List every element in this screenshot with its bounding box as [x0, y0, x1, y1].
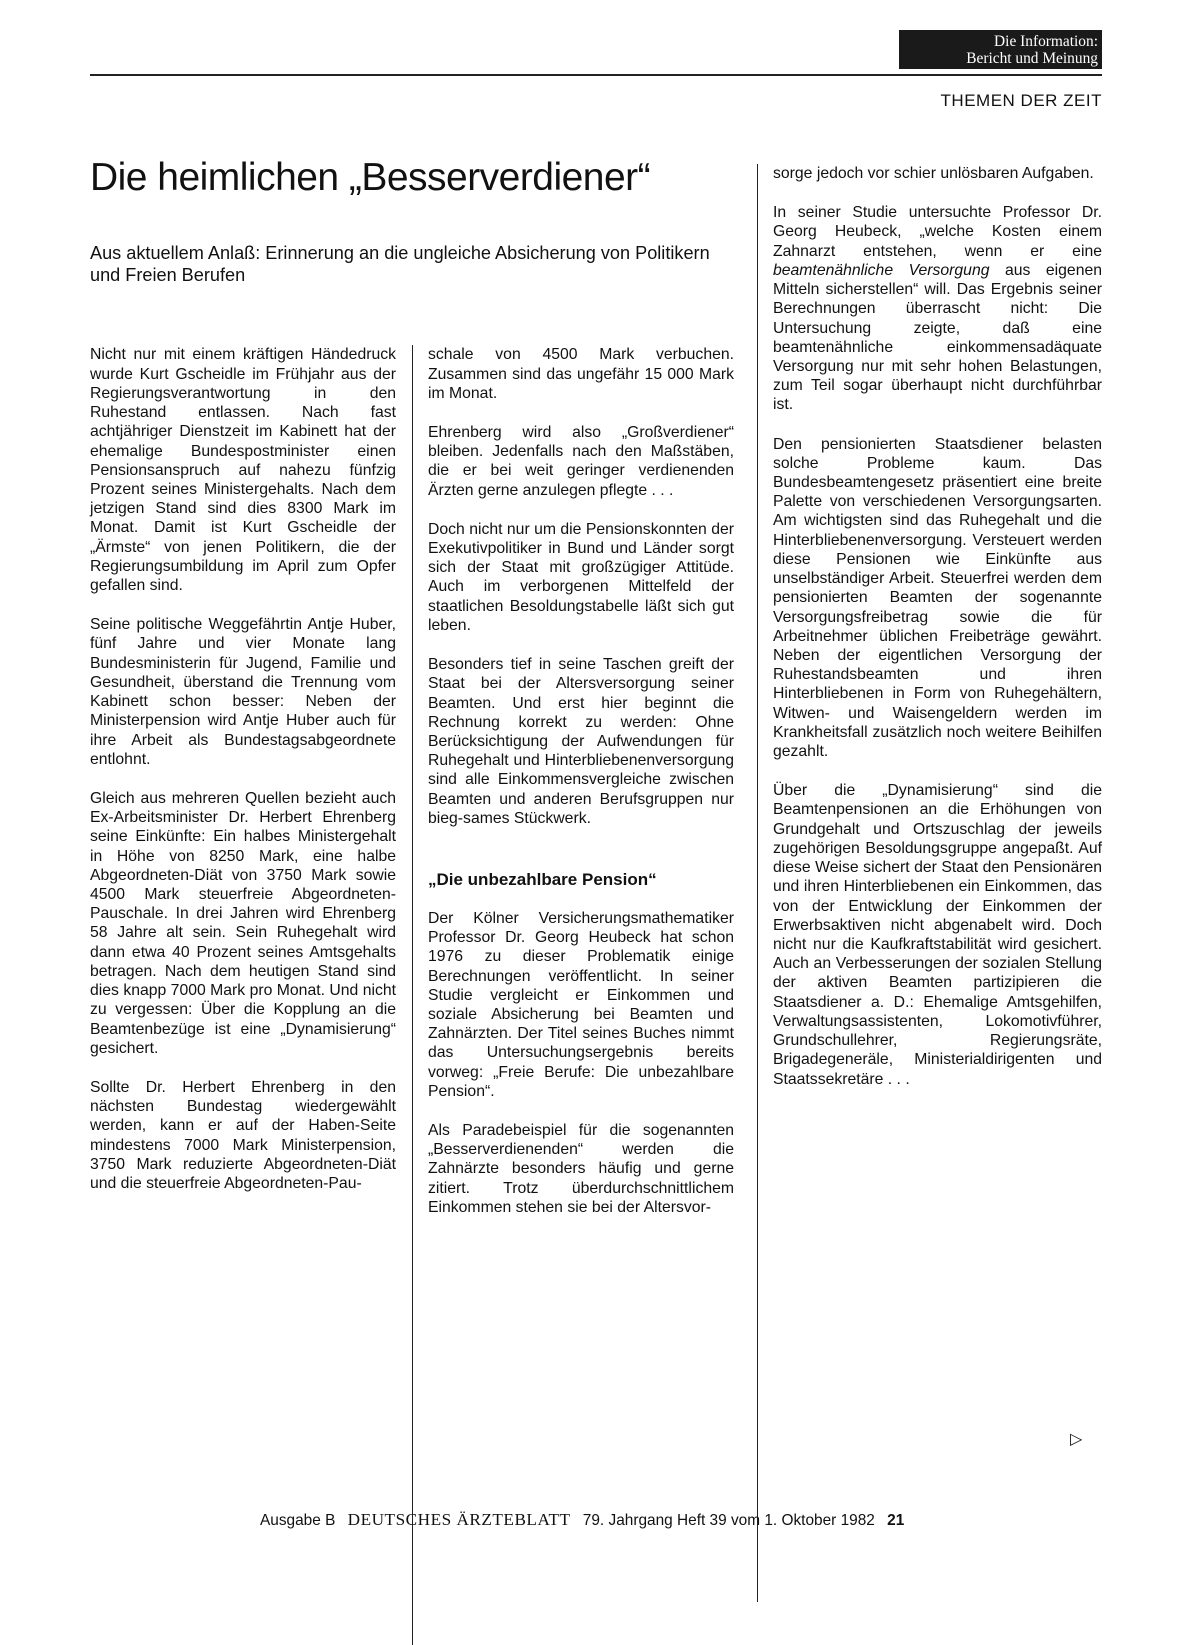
paragraph: schale von 4500 Mark verbuchen. Zusammen sind das ungefähr 15 000 Mark im Monat.	[428, 346, 734, 402]
column-3	[773, 164, 1102, 1109]
page-footer	[260, 1510, 904, 1530]
column-divider	[412, 345, 413, 1644]
paragraph	[773, 203, 1102, 414]
paragraph-text: aus eigenen Mitteln sicherstellen“ will. Das Ergebnis seiner Berechnungen überrascht nicht: Die Untersuchung zeigte, daß eine beamtenähnliche einkommensadäquate Versorgung nur mit sehr hohen Belastungen, zum Teil sogar überhaupt nicht durchführbar ist.	[773, 261, 1102, 414]
rubric-line-1: Die Information:	[994, 32, 1098, 50]
continue-arrow-icon: ▷	[1070, 1430, 1083, 1448]
emphasis: beamtenähnliche Versorgung	[773, 261, 990, 279]
column-1	[90, 345, 396, 1213]
paragraph: Besonders tief in seine Taschen greift der Staat bei der Altersversorgung seiner Beamten. Und erst hier beginnt die Rechnung korrekt zu werden: Ohne Berücksichtigung der Aufwendungen für Ruhegehalt und Hinterbliebenenversorgung sind alle Einkommensvergleiche zwischen Beamten und anderen Berufsgruppen nur bieg-sames Stückwerk.	[428, 656, 734, 827]
column-2	[428, 345, 734, 1237]
footer-issue: 79. Jahrgang Heft 39 vom 1. Oktober 1982	[582, 1512, 875, 1530]
paragraph: Seine politische Weggefährtin Antje Huber, fünf Jahre und vier Monate lang Bundesministerin für Jugend, Familie und Gesundheit, überstand die Trennung vom Kabinett schon besser: Neben der Ministerpension wird Antje Huber auch für ihre Arbeit als Bundestagsabgeordnete entlohnt.	[90, 616, 396, 768]
header-rule	[90, 74, 1102, 76]
rubric-line-2: Bericht und Meinung	[966, 50, 1098, 68]
column-divider	[757, 164, 758, 1602]
article-subtitle: Aus aktuellem Anlaß: Erinnerung an die ungleiche Absicherung von Politikern und Freien Berufen	[90, 242, 710, 285]
paragraph: Ehrenberg wird also „Großverdiener“ bleiben. Jedenfalls nach den Maßstäben, die er bei weit geringer verdienenden Ärzten gerne anzulegen pflegte . . .	[428, 424, 734, 499]
paragraph: Gleich aus mehreren Quellen bezieht auch Ex-Arbeitsminister Dr. Herbert Ehrenberg seine Einkünfte: Ein halbes Ministergehalt in Höhe von 8250 Mark, eine halbe Abgeordneten-Diät von 3750 Mark sowie 4500 Mark steuerfreie Abgeordneten-Pauschale. In drei Jahren wird Ehrenberg 58 Jahre alt sein. Sein Ruhegehalt wird dann etwa 40 Prozent seines Amtsgehalts betragen. Nach dem heutigen Stand sind dies knapp 7000 Mark pro Monat. Und nicht zu vergessen: Über die Kopplung an die Beamtenbezüge ist eine „Dynamisierung“ gesichert.	[90, 789, 396, 1057]
paragraph: Den pensionierten Staatsdiener belasten solche Probleme kaum. Das Bundesbeamtengesetz präsentiert eine breite Palette von verschiedenen Versorgungsarten. Am wichtigsten sind das Ruhegehalt und die Hinterbliebenenversorgung. Versteuert werden diese Pensionen wie Einkünfte aus unselbständiger Arbeit. Steuerfrei werden dem pensionierten Beamten der sogenannte Versorgungsfreibetrag sowie die für Arbeitnehmer üblichen Freibeträge gewährt. Neben der eigentlichen Versorgung der Ruhestandsbeamten und ihren Hinterbliebenen in Form von Ruhegehältern, Witwen- und Waisengeldern werden im Krankheitsfall zusätzlich noch weitere Beihilfen gezahlt.	[773, 435, 1102, 761]
article-title: Die heimlichen „Besserverdiener“	[90, 155, 651, 199]
section-label: THEMEN DER ZEIT	[940, 90, 1102, 110]
paragraph: Über die „Dynamisierung“ sind die Beamtenpensionen an die Erhöhungen von Grundgehalt und Ortszuschlag der jeweils zugehörigen Besoldungsgruppe angepaßt. Auf diese Weise sichert der Staat den Pensionären und ihren Hinterbliebenen ein Einkommen, das von der Entwicklung der Einkommen der Erwerbsaktiven nicht abgenabelt wird. Doch nicht nur die Kaufkraftstabilität wird gesichert. Auch an Verbesserungen der sozialen Stellung der aktiven Beamten partizipieren die Staatsdiener a. D.: Ehemalige Amtsgehilfen, Verwaltungsassistenten, Lokomotivführer, Grundschullehrer, Regierungsräte, Brigadegeneräle, Ministerialdirigenten und Staatssekretäre . . .	[773, 782, 1102, 1088]
paragraph: Der Kölner Versicherungsmathematiker Professor Dr. Georg Heubeck hat schon 1976 zu dieser Problematik einige Berechnungen veröffentlicht. In seiner Studie vergleicht er Einkommen und soziale Absicherung bei Beamten und Zahnärzten. Der Titel seines Buches nimmt das Untersuchungsergebnis bereits vorweg: „Freie Berufe: Die unbezahlbare Pension“.	[428, 909, 734, 1100]
footer-edition: Ausgabe B	[260, 1512, 336, 1530]
paragraph: Sollte Dr. Herbert Ehrenberg in den nächsten Bundestag wiedergewählt werden, kann er auf der Haben-Seite mindestens 7000 Mark Ministerpension, 3750 Mark reduzierte Abgeordneten-Diät und die steuerfreie Abgeordneten-Pau-	[90, 1078, 396, 1192]
paragraph-text: In seiner Studie untersuchte Professor Dr. Georg Heubeck, „welche Kosten einem Zahnarzt entstehen, wenn er eine	[773, 204, 1102, 260]
rubric-badge	[899, 30, 1102, 69]
page-number: 21	[887, 1512, 905, 1530]
paragraph: Nicht nur mit einem kräftigen Händedruck wurde Kurt Gscheidle im Frühjahr aus der Regierungsverantwortung in den Ruhestand entlassen. Nach fast achtjähriger Dienstzeit im Kabinett hat der ehemalige Bundespostminister einen Pensionsanspruch auf nahezu fünfzig Prozent seines Ministergehalts. Nach dem jetzigen Stand sind dies 8300 Mark im Monat. Damit ist Kurt Gscheidle der „Ärmste“ von jenen Politikern, die der Regierungsumbildung im April zum Opfer gefallen sind.	[90, 346, 396, 595]
paragraph: Als Paradebeispiel für die sogenannten „Besserverdienenden“ werden die Zahnärzte besonders häufig und gerne zitiert. Trotz überdurchschnittlichem Einkommen stehen sie bei der Altersvor-	[428, 1122, 734, 1216]
footer-journal: DEUTSCHES ÄRZTEBLATT	[347, 1510, 571, 1530]
subheading: „Die unbezahlbare Pension“	[428, 869, 657, 889]
paragraph: Doch nicht nur um die Pensionskonnten der Exekutivpolitiker in Bund und Länder sorgt sich der Staat mit großzügiger Attitüde. Auch im verborgenen Mittelfeld der staatlichen Besoldungstabelle läßt sich gut leben.	[428, 520, 734, 634]
paragraph: sorge jedoch vor schier unlösbaren Aufgaben.	[773, 165, 1094, 183]
